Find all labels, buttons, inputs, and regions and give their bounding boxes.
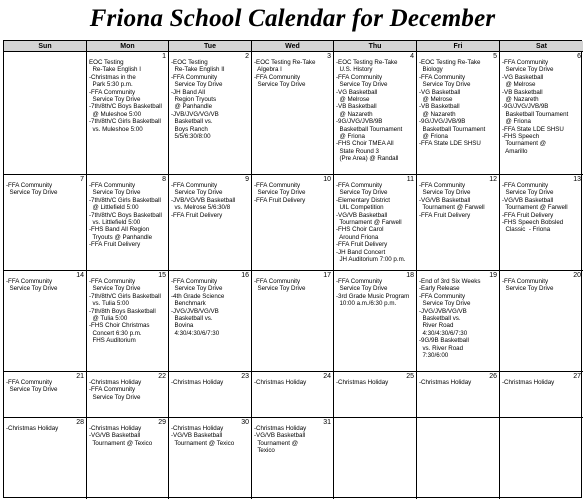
day-cell-29 (87, 418, 169, 499)
event-line: -FFA Community (89, 88, 136, 96)
event-line: -VG/VB Basketball (171, 432, 223, 440)
event-line: -FFA Community (502, 59, 549, 66)
event-list (171, 59, 249, 140)
event-line: -FFA Community (419, 182, 466, 189)
event-line: -Christmas Holiday (254, 425, 307, 432)
event-line: -FFA Community (336, 182, 383, 189)
day-cell-25 (334, 372, 417, 418)
day-cell-21 (4, 372, 87, 418)
event-line: -EOC Testing (171, 59, 208, 66)
event-line: -7th/8th/C Boys Basketball (89, 103, 162, 111)
day-number: 20 (573, 272, 581, 279)
event-line: @ Friona (336, 133, 365, 141)
day-number: 30 (241, 419, 249, 426)
event-line: -FFA Community (336, 73, 383, 81)
day-cell-27 (500, 372, 583, 418)
event-list (419, 278, 497, 359)
event-line: Service Toy Drive (171, 189, 223, 197)
event-line: Service Toy Drive (502, 285, 554, 293)
weekday-header-thu: Thu (334, 41, 417, 52)
day-cell-9 (169, 175, 252, 271)
event-list (6, 278, 84, 293)
event-line: -7th/8th/C Girls Basketball (89, 196, 161, 204)
event-line: vs. Melrose 5/6:30/8 (171, 204, 231, 212)
event-line: -JH Band Concert (336, 248, 386, 256)
day-number: 14 (76, 272, 84, 279)
event-line: -JVB/JVG/VG/VB (171, 110, 219, 118)
event-line: Service Toy Drive (6, 285, 58, 293)
day-cell-30 (169, 418, 252, 499)
event-line: @ Panhandle (171, 103, 213, 111)
event-line: -Christmas Holiday (336, 379, 389, 386)
event-line: -VG/VB Basketball (419, 196, 471, 204)
day-cell-11 (334, 175, 417, 271)
event-line: Service Toy Drive (6, 189, 58, 197)
day-number: 19 (489, 272, 497, 279)
event-line: -7th/8th Boys Basketball (89, 307, 156, 315)
event-line: Basketball vs. (419, 315, 461, 323)
event-line: Service Toy Drive (89, 393, 141, 401)
event-line: vs. River Road (419, 344, 464, 352)
event-line: -EOC Testing Re-Take (419, 59, 481, 66)
weekday-header-fri: Fri (417, 41, 500, 52)
event-list (419, 379, 497, 386)
event-line: Around Friona (336, 233, 379, 241)
weekday-header-sat: Sat (500, 41, 583, 52)
day-cell-8 (87, 175, 169, 271)
event-line: Benchmark (171, 300, 206, 308)
event-line: vs. Littlefield 5:00 (89, 219, 141, 227)
event-line: -Elementary District (336, 196, 390, 204)
weekday-header-mon: Mon (87, 41, 169, 52)
day-number: 3 (327, 53, 331, 60)
day-cell-13 (500, 175, 583, 271)
day-cell-3 (252, 52, 334, 175)
event-line: vs. Muleshoe 5:00 (89, 125, 143, 133)
day-cell-16 (169, 271, 252, 372)
event-line: 10:00 a.m./6:30 p.m. (336, 300, 397, 308)
event-line: Park 5:30 p.m. (89, 81, 133, 89)
event-list (171, 182, 249, 219)
day-number: 5 (493, 53, 497, 60)
day-cell-5 (417, 52, 500, 175)
event-line: River Road (419, 322, 454, 330)
event-line: -FFA Community (6, 278, 53, 285)
event-line: UIL Competition (336, 204, 384, 212)
event-line: -FFA Community (336, 278, 383, 285)
event-line: -FFA Community (171, 182, 218, 189)
event-line: -FFA State LDE SHSU (419, 140, 481, 148)
event-list (89, 59, 166, 133)
event-line: Basketball Tournament (502, 110, 569, 118)
event-line: Re-Take English I (89, 66, 141, 74)
event-line: Basketball Tournament (336, 125, 403, 133)
event-line: -FFA Fruit Delivery (171, 211, 223, 219)
event-line: -3rd Grade Music Program (336, 292, 410, 300)
event-line: Basketball vs. (171, 315, 213, 323)
event-line: -FFA State LDE SHSU (502, 125, 564, 133)
event-line: -4th Grade Science (171, 292, 225, 300)
event-line: -FFA Fruit Delivery (419, 211, 471, 219)
event-line: Service Toy Drive (254, 285, 306, 293)
weekday-header-tue: Tue (169, 41, 252, 52)
event-line: -9G/JVG/JVB/9B (419, 118, 466, 126)
event-line: @ Melrose (419, 96, 453, 104)
event-line: EOC Testing (89, 59, 124, 66)
day-number: 26 (489, 373, 497, 380)
event-line: Service Toy Drive (171, 81, 223, 89)
calendar-title: Friona School Calendar for December (89, 5, 496, 32)
event-line: (Pre Area) @ Randall (336, 155, 399, 163)
event-list (171, 425, 249, 447)
event-line: -FFA Fruit Delivery (254, 196, 306, 204)
event-line: Amarillo (502, 147, 528, 155)
weekday-header-wed: Wed (252, 41, 334, 52)
event-line: -Early Release (419, 285, 460, 293)
day-number: 1 (162, 53, 166, 60)
day-number: 29 (158, 419, 166, 426)
event-line: Service Toy Drive (89, 96, 141, 104)
event-line: -FFA Community (89, 182, 136, 189)
day-cell-10 (252, 175, 334, 271)
event-list (254, 59, 331, 89)
event-line: Service Toy Drive (419, 81, 471, 89)
event-list (336, 182, 414, 263)
event-line: 5/5/6:30/8:00 (171, 133, 211, 141)
event-line: -FFA Community (171, 278, 218, 285)
day-number: 7 (80, 176, 84, 183)
event-line: -Christmas Holiday (89, 425, 142, 432)
event-line: -VB Basketball (336, 103, 377, 111)
day-number: 2 (245, 53, 249, 60)
empty-day-cell (500, 418, 583, 499)
day-cell-15 (87, 271, 169, 372)
event-line: -VB Basketball (502, 88, 543, 96)
event-line: Service Toy Drive (171, 285, 223, 293)
event-line: -VG/VB Basketball (502, 196, 554, 204)
event-line: -Christmas Holiday (254, 379, 307, 386)
event-line: -FFA Community (89, 386, 136, 394)
event-line: -9G/9B Basketball (419, 337, 469, 345)
event-line: @ Friona (502, 118, 531, 126)
event-line: @ Littlefield 5:00 (89, 204, 139, 212)
event-line: Basketball Tournament (419, 125, 486, 133)
event-list (502, 278, 581, 293)
event-list (254, 278, 331, 293)
event-line: -7th/8th/C Girls Basketball (89, 292, 161, 300)
event-list (254, 425, 331, 455)
event-line: -VG/VB Basketball (336, 211, 388, 219)
event-list (419, 59, 497, 148)
event-list (6, 425, 84, 432)
event-line: -Christmas Holiday (89, 379, 142, 386)
event-line: -VG/VB Basketball (254, 432, 306, 440)
day-cell-17 (252, 271, 334, 372)
day-cell-24 (252, 372, 334, 418)
event-line: -FFA Community (254, 278, 301, 285)
event-line: Service Toy Drive (336, 285, 388, 293)
event-line: -Christmas Holiday (171, 425, 224, 432)
event-line: Service Toy Drive (502, 66, 554, 74)
event-line: FHS Auditorium (89, 337, 136, 345)
day-cell-18 (334, 271, 417, 372)
event-list (336, 59, 414, 163)
event-line: -Christmas Holiday (6, 425, 59, 432)
day-cell-4 (334, 52, 417, 175)
event-line: Concert 6:30 p.m. (89, 329, 142, 337)
event-line: Service Toy Drive (89, 189, 141, 197)
day-cell-19 (417, 271, 500, 372)
event-line: @ Nazareth (419, 110, 456, 118)
event-list (419, 182, 497, 219)
day-cell-14 (4, 271, 87, 372)
event-line: Service Toy Drive (419, 300, 471, 308)
event-list (502, 379, 581, 386)
event-line: Tournament @ (502, 140, 546, 148)
day-cell-31 (252, 418, 334, 499)
day-cell-6 (500, 52, 583, 175)
event-list (336, 379, 414, 386)
event-list (502, 59, 581, 155)
event-line: Service Toy Drive (336, 189, 388, 197)
day-number: 4 (410, 53, 414, 60)
day-cell-2 (169, 52, 252, 175)
event-list (502, 182, 581, 234)
event-line: -VG/VB Basketball (89, 432, 141, 440)
day-cell-12 (417, 175, 500, 271)
empty-day-cell (334, 418, 417, 499)
day-number: 25 (406, 373, 414, 380)
event-line: @ Tulia 5:00 (89, 315, 128, 323)
event-line: -FFA Community (502, 278, 549, 285)
event-list (254, 182, 331, 204)
weekday-header-sun: Sun (4, 41, 87, 52)
event-line: -VG Basketball (502, 73, 544, 81)
event-line: -FHS Choir Carol (336, 226, 384, 234)
day-number: 8 (162, 176, 166, 183)
day-number: 9 (245, 176, 249, 183)
event-line: Tournament @ Farwell (419, 204, 485, 212)
empty-day-cell (4, 52, 87, 175)
event-line: -9G/JVG/JVB/9B (502, 103, 549, 111)
event-line: Service Toy Drive (336, 81, 388, 89)
event-list (89, 182, 166, 249)
day-number: 13 (573, 176, 581, 183)
event-line: -VG Basketball (336, 88, 378, 96)
event-line: @ Nazareth (502, 96, 539, 104)
event-line: Re-Take English II (171, 66, 225, 74)
event-line: -JVG/JVB/VG/VB (419, 307, 467, 315)
event-line: -JVB/VG/VB Basketball (171, 196, 236, 204)
day-number: 27 (573, 373, 581, 380)
event-line: @ Melrose (336, 96, 370, 104)
event-line: -FFA Fruit Delivery (502, 211, 554, 219)
event-line: -Christmas Holiday (502, 379, 555, 386)
event-line: Tournament @ Farwell (336, 219, 402, 227)
event-list (336, 278, 414, 308)
calendar-grid (3, 40, 582, 498)
event-line: -FFA Community (89, 278, 136, 285)
event-line: -FFA Community (171, 73, 218, 81)
event-line: @ Friona (419, 133, 448, 141)
event-line: Tournament @ Texico (89, 439, 153, 447)
event-line: Classic - Friona (502, 226, 551, 234)
event-line: Boys Ranch (171, 125, 208, 133)
event-line: -FFA Community (254, 73, 301, 81)
event-line: @ Melrose (502, 81, 536, 89)
event-line: -FFA Community (254, 182, 301, 189)
event-line: -FHS Speech (502, 133, 540, 141)
event-line: JH Auditorium 7:00 p.m. (336, 256, 406, 264)
event-list (89, 425, 166, 447)
event-line: Region Tryouts (171, 96, 217, 104)
event-line: Tournament @ Texico (171, 439, 235, 447)
event-line: Service Toy Drive (89, 285, 141, 293)
event-list (254, 379, 331, 386)
day-cell-7 (4, 175, 87, 271)
event-line: -Christmas Holiday (419, 379, 472, 386)
event-line: -VG Basketball (419, 88, 461, 96)
event-list (171, 278, 249, 337)
day-number: 17 (323, 272, 331, 279)
empty-day-cell (417, 418, 500, 499)
event-line: 4:30/4:30/6/7:30 (171, 329, 220, 337)
event-line: -FFA Community (6, 379, 53, 386)
event-line: @ Muleshoe 5:00 (89, 110, 142, 118)
event-line: -FHS Choir TMEA All (336, 140, 394, 148)
event-line: -End of 3rd Six Weeks (419, 278, 481, 285)
day-number: 6 (577, 53, 581, 60)
day-cell-28 (4, 418, 87, 499)
event-line: -JVG/JVB/VG/VB (171, 307, 219, 315)
event-line: -FHS Band All Region (89, 226, 150, 234)
event-line: Service Toy Drive (6, 386, 58, 394)
event-line: vs. Tulia 5:00 (89, 300, 129, 308)
event-line: -FFA Community (419, 292, 466, 300)
event-line: -EOC Testing Re-Take (336, 59, 398, 66)
event-line: 7:30/6:00 (419, 352, 449, 360)
event-line: Texico (254, 447, 275, 455)
day-cell-20 (500, 271, 583, 372)
event-line: Algebra I (254, 66, 282, 74)
event-line: -FFA Community (6, 182, 53, 189)
event-list (171, 379, 249, 386)
day-number: 24 (323, 373, 331, 380)
event-line: -FHS Speech Bobsled (502, 219, 564, 227)
day-number: 15 (158, 272, 166, 279)
event-line: Service Toy Drive (254, 81, 306, 89)
day-number: 28 (76, 419, 84, 426)
event-line: -Christmas Holiday (171, 379, 224, 386)
event-line: -FFA Community (419, 73, 466, 81)
event-line: Bovina (171, 322, 194, 330)
event-list (89, 379, 166, 401)
event-line: @ Nazareth (336, 110, 373, 118)
event-line: Service Toy Drive (254, 189, 306, 197)
event-line: Service Toy Drive (502, 189, 554, 197)
event-line: -FFA Fruit Delivery (89, 241, 141, 249)
event-line: 4:30/4:30/6/7:30 (419, 329, 468, 337)
day-number: 21 (76, 373, 84, 380)
event-line: -7th/8th/C Boys Basketball (89, 211, 162, 219)
event-line: State Round 3 (336, 147, 379, 155)
event-line: -9G/JVG/JVB/9B (336, 118, 383, 126)
day-number: 22 (158, 373, 166, 380)
event-line: Tryouts @ Panhandle (89, 233, 153, 241)
day-number: 31 (323, 419, 331, 426)
event-line: -FFA Community (502, 182, 549, 189)
day-cell-22 (87, 372, 169, 418)
event-line: -7th/8th/C Girls Basketball (89, 118, 161, 126)
event-list (89, 278, 166, 345)
event-line: Tournament @ Farwell (502, 204, 568, 212)
day-number: 10 (323, 176, 331, 183)
day-number: 18 (406, 272, 414, 279)
day-cell-23 (169, 372, 252, 418)
event-line: Service Toy Drive (419, 189, 471, 197)
day-number: 11 (406, 176, 414, 183)
day-number: 12 (489, 176, 497, 183)
event-line: -JH Band All (171, 88, 206, 96)
event-line: -Christmas in the (89, 73, 136, 81)
event-line: -EOC Testing Re-Take (254, 59, 316, 66)
event-line: -FFA Fruit Delivery (336, 241, 388, 249)
event-line: Biology (419, 66, 443, 74)
day-cell-26 (417, 372, 500, 418)
event-line: -FHS Choir Christmas (89, 322, 150, 330)
event-line: Tournament @ (254, 439, 298, 447)
event-line: -VB Basketball (419, 103, 460, 111)
day-number: 16 (241, 272, 249, 279)
event-list (6, 379, 84, 394)
day-cell-1 (87, 52, 169, 175)
day-number: 23 (241, 373, 249, 380)
event-list (6, 182, 84, 197)
event-line: U.S. History (336, 66, 373, 74)
event-line: Basketball vs. (171, 118, 213, 126)
